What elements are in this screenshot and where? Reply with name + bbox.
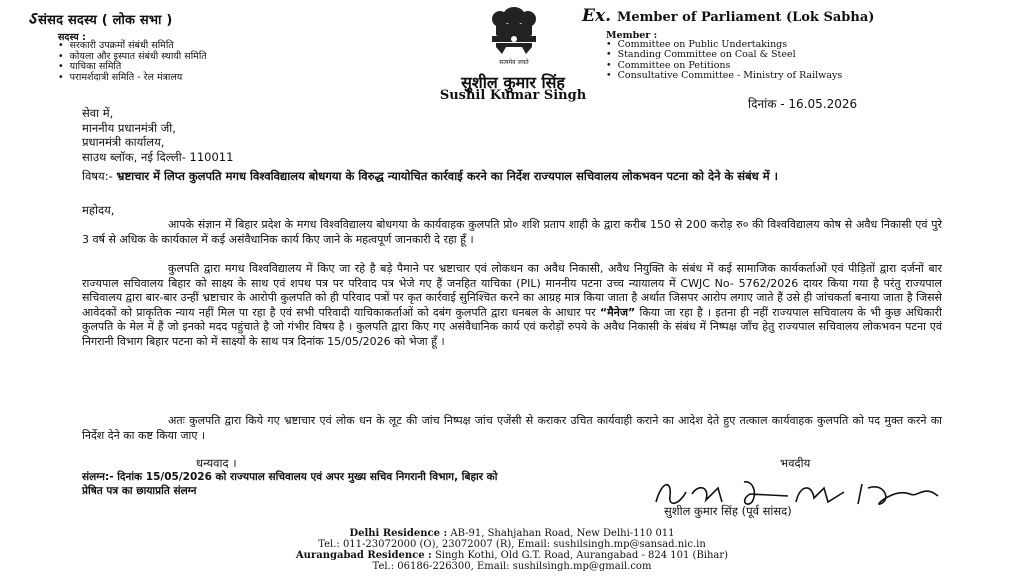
member-label-english: Member : [606, 30, 658, 41]
footer-delhi-addr: AB-91, Shahjahan Road, New Delhi-110 011 [450, 528, 675, 539]
enclosure-note: संलग्न:- दिनांक 15/05/2026 को राज्यपाल सचिवालय एवं अपर मुख्य सचिव निगरानी विभाग, बिहार को प्रेषित पत्र का छायाप्रति संलग्न [82, 471, 498, 497]
footer-delhi-label: Delhi Residence : [349, 528, 448, 539]
signature-mark-icon: Ex. [582, 6, 612, 26]
member-label-hindi: सदस्य : [58, 32, 86, 43]
closing-line: भवदीय [780, 456, 811, 470]
signer-name: सुशील कुमार सिंह (पूर्व सांसद) [664, 504, 792, 518]
footer-delhi-contact: Tel.: 011-23072000 (O), 23072007 (R), Email: sushilsingh.mp@sansad.nic.in [318, 539, 706, 550]
committee-item: • Consultative Committee - Ministry of Railways [606, 71, 842, 81]
footer-aurangabad-label: Aurangabad Residence : [295, 550, 432, 561]
subject-label: विषय:- [82, 169, 113, 183]
subject-line [82, 169, 952, 184]
footer-aurangabad-contact: Tel.: 06186-226300, Email: sushilsingh.mp@gmail.com [372, 561, 652, 572]
footer-aurangabad-addr: Singh Kothi, Old G.T. Road, Aurangabad - 824 101 (Bihar) [434, 550, 729, 561]
address-line: माननीय प्रधानमंत्री जी, [82, 120, 176, 135]
committee-item: • Committee on Petitions [606, 61, 842, 71]
quoted-word: “मैनेज” [599, 305, 636, 319]
committee-list-hindi [58, 41, 207, 83]
state-emblem-icon [466, 2, 562, 66]
mp-title-hindi: संसद सदस्य ( लोक सभा ) [38, 13, 173, 28]
sender-name-english: Sushil Kumar Singh [439, 88, 587, 103]
salutation: महोदय, [82, 203, 115, 217]
committee-item: • याचिका समिति [58, 62, 207, 73]
paragraph-2-part-b: किया जा रहा है । इतना ही नहीं राज्यपाल सचिवालय के भी कुछ अधिकारी कुलपति के मेल में हैं जो इनको मदद पहुंचाते है जो गंभीर विषय है । कुलपति द्वारा किए गए असंवैधानिक कार्य एवं करोड़ों रुपये के अवैध निकासी के संबंध में निष्पक्ष जाँच हेतु राज्यपाल सचिवालय लोकभवन पटना एवं निगरानी विभाग बिहार पटना को में साक्ष्यों के साथ पत्र दिनांक 15/05/2026 को भेजा हूँ । [82, 305, 942, 348]
paragraph-3: अतः कुलपति द्वारा किये गए भ्रष्टाचार एवं लोक धन के लूट की जांच निष्पक्ष जांच एजेंसी से कराकर उचित कार्यवाही कराने का आदेश देते हुए तत्काल कार्यवाहक कुलपति को पद मुक्त करने का निर्देश देने का कष्ट किया जाए । [82, 414, 942, 442]
paragraph-2 [82, 262, 942, 350]
paragraph-2-part-a: कुलपति द्वारा मगध विश्वविद्यालय में किए जा रहे है बड़े पैमाने पर भ्रष्टाचार एवं लोकधन का अवैध निकासी, अवैध नियुक्ति के संबंध में कई सामाजिक कार्यकर्ताओं एवं पीड़ितों द्वारा दर्जनों बार राज्यपाल सचिवालय बिहार को साक्ष्य के साथ एवं शपथ पत्र पर परिवाद पत्र भेजे गए हैं जनहित याचिका (PIL) माननीय पटना उच्च न्यायालय में CWJC No- 5762/2026 दायर किया गया है परंतु राज्यपाल सचिवालय द्वारा बार-बार उन्हीं भ्रष्टाचार के आरोपी कुलपति को ही परिवाद पत्रों पर कृत कार्रवाई सुनिश्चित करने का आग्रह मात्र किया जाता है अर्थात जिसपर आरोप लगाए जाते हैं उसे ही जांचकर्ता बनाया जाता है जिससे आवेदकों को प्राकृतिक न्याय नहीं मिल पा रहा है एवं सभी परिवादी याचिकाकर्ताओं को दबंग कुलपति द्वारा धनबल के आधार पर [82, 262, 942, 319]
committee-item: • सरकारी उपक्रमों संबंधी समिति [58, 41, 207, 52]
committee-item: • Standing Committee on Coal & Steel [606, 50, 842, 60]
footer-aurangabad-address [0, 550, 1024, 562]
mp-title-english: Member of Parliament (Lok Sabha) [617, 10, 875, 25]
address-line: सेवा में, [82, 106, 114, 120]
committee-item: • Committee on Public Undertakings [606, 40, 842, 50]
letterhead-title-english [582, 6, 874, 26]
emblem-caption: सत्यमेव जयते [499, 59, 529, 66]
recipient-address [82, 106, 233, 164]
address-line: साउथ ब्लॉक, नई दिल्ली- 110011 [82, 149, 234, 164]
committee-item: • कोयला और इस्पात संबंधी स्थायी समिति [58, 52, 207, 63]
signature-mark-icon: ऽ [28, 9, 37, 29]
address-line: प्रधानमंत्री कार्यालय, [82, 135, 165, 149]
footer-delhi-address [0, 528, 1024, 540]
thanks-line: धन्यवाद । [196, 456, 237, 470]
letter-date: दिनांक - 16.05.2026 [748, 97, 858, 111]
committee-list-english [606, 40, 842, 82]
paragraph-1: आपके संज्ञान में बिहार प्रदेश के मगध विश्वविद्यालय बोधगया के कार्यवाहक कुलपति प्रो० शशि प्रताप शाही के द्वारा करीब 150 से 200 करोड़ रु० की विश्वविद्यालय कोष से अवैध निकासी एवं पुरे 3 वर्ष से अधिक के कार्यकाल में कई असंवैधानिक कार्य किए जाने के महत्वपूर्ण जानकारी दे रहा हूँ । [82, 218, 942, 246]
letterhead-title-hindi [28, 6, 172, 29]
sender-name-hindi: सुशील कुमार सिंह [461, 73, 565, 92]
subject-text: भ्रष्टाचार में लिप्त कुलपति मगध विश्वविद्यालय बोधगया के विरुद्ध न्यायोचित कार्रवाई करने का निर्देश राज्यपाल सचिवालय लोकभवन पटना को देने के संबंध में । [116, 169, 778, 183]
committee-item: • परामर्शदात्री समिति - रेल मंत्रालय [58, 73, 207, 84]
